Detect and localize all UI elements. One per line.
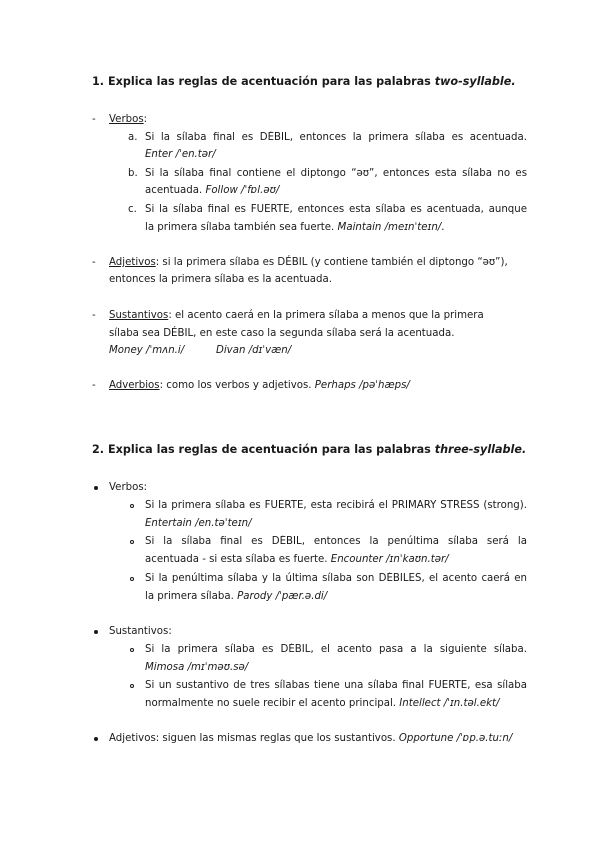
circle-bullet-s2-verbos-2 [130,540,134,544]
sustantivos-example-divan: Divan /dɪˈvæn/ [216,345,292,356]
s2-sust-item2-line2 [145,697,499,711]
adjetivos-line2: entonces la primera sílaba es la acentuada. [109,274,332,285]
section2-heading [92,443,526,457]
section1-heading-text: Explica las reglas de acentuación para las palabras [108,75,435,88]
bullet-sustantivos [94,630,98,634]
adverbios-line [109,379,410,393]
s2-verbos-item2-example: Encounter /ɪnˈkaʊn.tər/ [330,554,449,565]
adjetivos-dash: - [92,257,96,268]
s2-verbos-item2-line2-text: acentuada - si esta sílaba es fuerte. [145,554,331,565]
verbos-item-c-marker: c. [128,204,137,215]
verbos-item-c-end: . [441,222,445,233]
sustantivos-line1 [109,309,484,323]
verbos-dash: - [92,114,96,125]
s2-verbos-item3-example: Parody /ˈpær.ə.di/ [237,591,328,602]
s2-sust-item1-example: Mimosa /mɪˈməʊ.sə/ [145,662,249,673]
s2-verbos-item3-line2-text: la primera sílaba. [145,591,238,602]
section2-heading-text: Explica las reglas de acentuación para las palabras [108,443,435,456]
verbos-item-b-line2-text: acentuada. [145,185,206,196]
section2-heading-italic: three-syllable. [434,443,527,456]
verbos-item-b-marker: b. [128,168,138,179]
circle-bullet-s2-sust-2 [130,684,134,688]
sustantivos-example-money: Money /ˈmʌn.i/ [109,345,185,356]
verbos-item-b-line2 [145,184,279,198]
circle-bullet-s2-sust-1 [130,648,134,652]
sustantivos-line1-text: : el acento caerá en la primera sílaba a menos que la primera [168,310,484,321]
s2-verbos-item3-line1: Si la penúltima sílaba y la última sílaba son DÉBILES, el acento caerá en [145,573,527,584]
verbos-item-a-line1: Si la sílaba final es DÉBIL, entonces la primera sílaba es acentuada. [145,132,527,143]
sustantivos-line2: sílaba sea DÉBIL, en este caso la segunda sílaba será la acentuada. [109,328,455,339]
adjetivos-line1 [109,256,508,270]
verbos-label-line [109,113,147,127]
s2-sust-item2-line2-text: normalmente no suele recibir el acento principal. [145,698,400,709]
s2-verbos-item2-line2 [145,553,449,567]
verbos-item-a-marker: a. [128,132,138,143]
section1-heading-italic: two-syllable. [434,75,516,88]
s2-verbos-item2-line1: Si la sílaba final es DÉBIL, entonces la penúltima sílaba será la [145,536,527,547]
bullet-verbos [94,486,98,490]
circle-bullet-s2-verbos-3 [130,577,134,581]
s2-sust-item2-line1: Si un sustantivo de tres sílabas tiene una sílaba final FUERTE, esa sílaba [145,680,527,691]
s2-verbos-label: Verbos: [109,482,148,493]
section2-number: 2. [92,443,105,456]
s2-sust-item2-example: Intellect /ˈɪn.təl.ekt/ [399,698,500,709]
section1-heading [92,75,516,89]
s2-adjetivos-example: Opportune /ˈɒp.ə.tuːn/ [398,733,513,744]
s2-verbos-item1-line1: Si la primera sílaba es FUERTE, esta recibirá el PRIMARY STRESS (strong). [145,500,527,511]
verbos-item-c-line2 [145,221,444,235]
verbos-item-a-line2 [145,148,216,162]
s2-adjetivos-line [109,732,512,746]
verbos-item-c-example: Maintain /meɪnˈteɪn/ [337,222,442,233]
adverbios-text: : como los verbos y adjetivos. [159,380,315,391]
adverbios-label: Adverbios [109,380,160,391]
adverbios-example: Perhaps /pəˈhæps/ [314,380,410,391]
s2-adjetivos-text: Adjetivos: siguen las mismas reglas que los sustantivos. [109,733,399,744]
sustantivos-dash: - [92,310,96,321]
adjetivos-label: Adjetivos [109,257,156,268]
adjetivos-line1-text: : si la primera sílaba es DÉBIL (y contiene también el diptongo “əʊ”), [155,257,508,268]
verbos-item-a-example: Enter /ˈen.tər/ [145,149,216,160]
s2-verbos-item1-example: Entertain /en.təˈteɪn/ [145,518,252,529]
verbos-item-c-line2-text: la primera sílaba también sea fuerte. [145,222,338,233]
verbos-item-b-example: Follow /ˈfɒl.əʊ/ [205,185,280,196]
verbos-label: Verbos [109,114,144,125]
adverbios-dash: - [92,380,96,391]
s2-verbos-item3-line2 [145,590,327,604]
section1-number: 1. [92,75,105,88]
s2-sust-item1-line1: Si la primera sílaba es DÉBIL, el acento pasa a la siguiente sílaba. [145,644,527,655]
circle-bullet-s2-verbos-1 [130,504,134,508]
verbos-colon: : [143,114,148,125]
s2-sustantivos-label: Sustantivos: [109,626,172,637]
verbos-item-b-line1: Si la sílaba final contiene el diptongo “əʊ”, entonces esta sílaba no es [145,168,527,179]
verbos-item-c-line1: Si la sílaba final es FUERTE, entonces esta sílaba es acentuada, aunque [145,204,527,215]
sustantivos-label: Sustantivos [109,310,169,321]
bullet-adjetivos [94,737,98,741]
